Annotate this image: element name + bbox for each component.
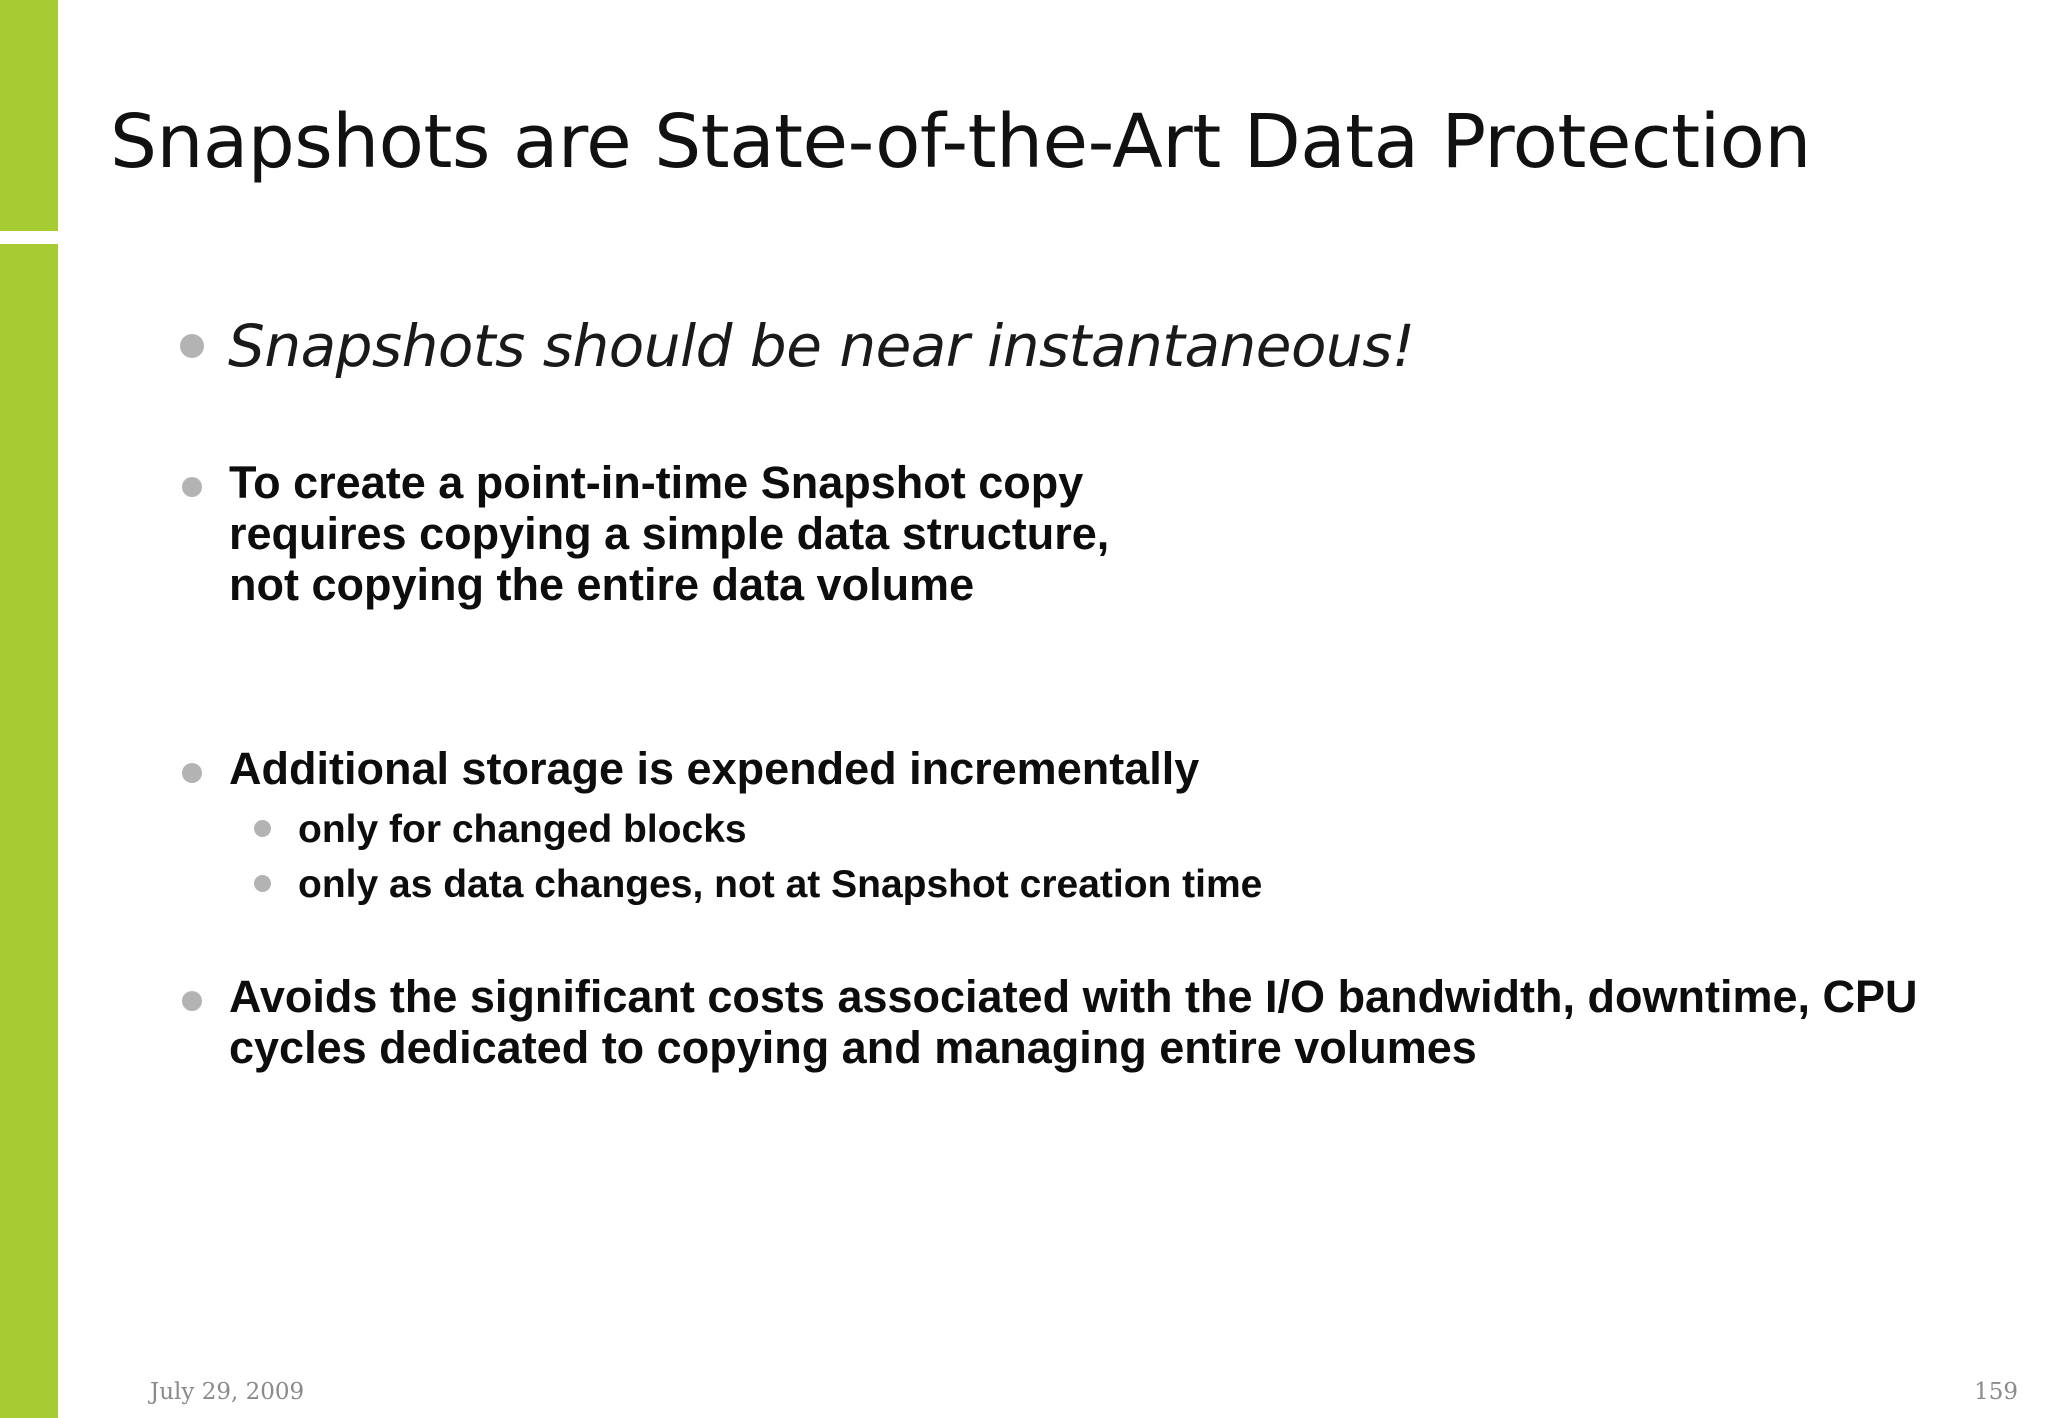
slide-title: Snapshots are State-of-the-Art Data Protection bbox=[110, 99, 1811, 185]
page-number: 159 bbox=[1974, 1379, 2018, 1405]
bullet-text: Snapshots should be near instantaneous! bbox=[228, 312, 1415, 380]
bullet-dot-icon bbox=[182, 763, 202, 783]
bullet-item bbox=[182, 457, 1109, 610]
bullet-dot-icon bbox=[254, 820, 271, 837]
sub-bullet-item bbox=[254, 857, 1262, 912]
sub-bullet-item bbox=[254, 802, 747, 857]
bullet-dot-icon bbox=[182, 991, 202, 1011]
bullet-dot-icon bbox=[182, 477, 202, 497]
bullet-text: Additional storage is expended incrementally bbox=[229, 743, 1200, 794]
sub-bullet-text: only as data changes, not at Snapshot creation time bbox=[298, 863, 1263, 906]
footer-date: July 29, 2009 bbox=[150, 1379, 305, 1405]
bullet-item bbox=[180, 308, 1415, 384]
bullet-item bbox=[182, 971, 1918, 1073]
bullet-text: To create a point-in-time Snapshot copy requires copying a simple data structure, not copying the entire data volume bbox=[229, 457, 1110, 610]
sub-bullet-text: only for changed blocks bbox=[298, 808, 747, 851]
bullet-text: Avoids the significant costs associated with the I/O bandwidth, downtime, CPU cycles dedicated to copying and managing entire volumes bbox=[229, 971, 1918, 1073]
bullet-dot-icon bbox=[254, 875, 271, 892]
accent-bar-bottom bbox=[0, 244, 58, 1418]
bullet-dot-icon bbox=[180, 334, 204, 358]
bullet-item bbox=[182, 743, 1199, 794]
accent-bar-top bbox=[0, 0, 58, 231]
